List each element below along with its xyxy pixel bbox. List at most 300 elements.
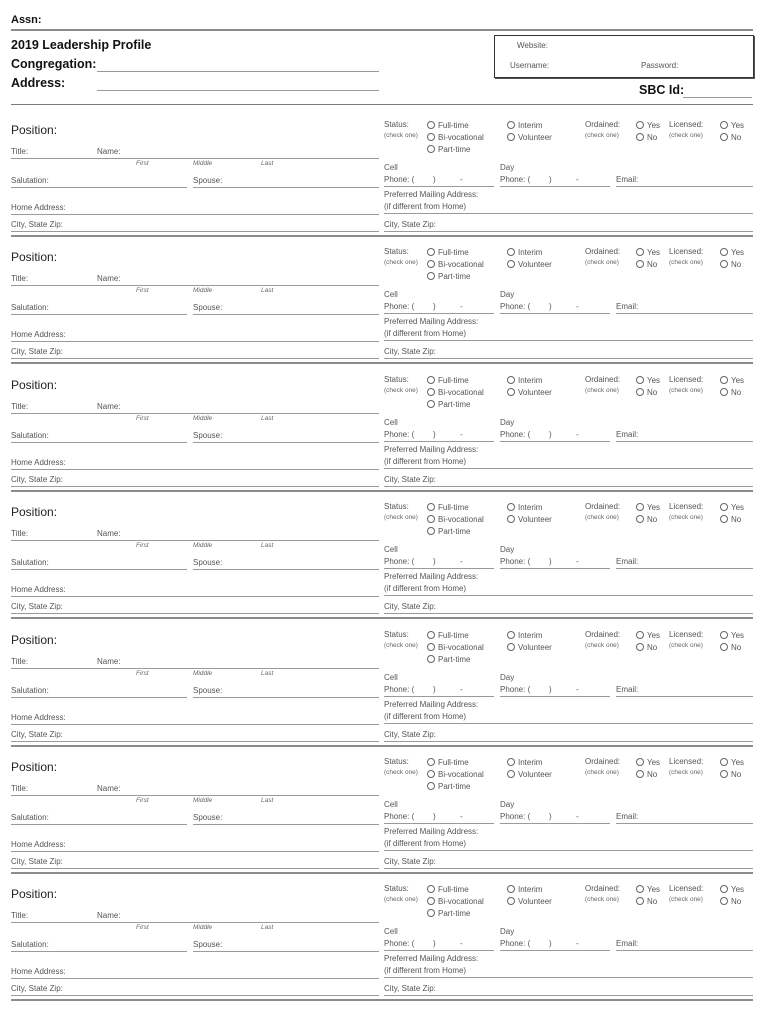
interim-option[interactable]: Interim bbox=[507, 376, 542, 385]
cell-phone-label: Phone: ( bbox=[384, 684, 415, 694]
spouse-field[interactable] bbox=[193, 314, 379, 315]
part-time-option[interactable]: Part-time bbox=[427, 145, 470, 154]
home-address-label: Home Address: bbox=[11, 585, 66, 595]
middle-caption: Middle bbox=[193, 797, 213, 804]
mailing-city-state-zip-label: City, State Zip: bbox=[384, 857, 436, 866]
salutation-label: Salutation: bbox=[11, 303, 49, 313]
cell-label: Cell bbox=[384, 417, 398, 427]
mailing-city-state-zip-label: City, State Zip: bbox=[384, 474, 436, 484]
radio-icon[interactable] bbox=[507, 248, 515, 256]
radio-icon[interactable] bbox=[720, 121, 728, 129]
volunteer-option[interactable]: Volunteer bbox=[507, 897, 552, 906]
record-divider bbox=[11, 999, 753, 1001]
mailing-address-field[interactable] bbox=[384, 468, 753, 469]
status-label: Status: bbox=[384, 757, 409, 766]
title-name-field[interactable] bbox=[11, 668, 379, 669]
radio-icon[interactable] bbox=[427, 272, 435, 280]
radio-icon[interactable] bbox=[720, 388, 728, 396]
ordained-no-option[interactable]: No bbox=[636, 515, 657, 524]
preferred-mailing-label: Preferred Mailing Address: bbox=[384, 317, 479, 327]
licensed-yes-option[interactable]: Yes bbox=[720, 121, 744, 130]
cell-phone-field[interactable] bbox=[384, 441, 494, 442]
assn-label: Assn: bbox=[11, 14, 42, 26]
sbc-id-field[interactable] bbox=[683, 97, 752, 98]
city-state-zip-label: City, State Zip: bbox=[11, 474, 63, 484]
day-phone-label: Phone: ( bbox=[500, 939, 531, 949]
if-different-label: (if different from Home) bbox=[384, 839, 467, 848]
volunteer-option[interactable]: Volunteer bbox=[507, 388, 552, 397]
radio-icon[interactable] bbox=[427, 133, 435, 141]
radio-icon[interactable] bbox=[507, 388, 515, 396]
cell-phone-label: Phone: ( bbox=[384, 557, 415, 567]
radio-icon[interactable] bbox=[427, 643, 435, 651]
mailing-address-field[interactable] bbox=[384, 340, 753, 341]
ordained-check-one: (check one) bbox=[585, 259, 619, 267]
radio-icon[interactable] bbox=[427, 782, 435, 790]
status-label: Status: bbox=[384, 120, 409, 129]
if-different-label: (if different from Home) bbox=[384, 966, 467, 976]
title-name-field[interactable] bbox=[11, 795, 379, 796]
email-label: Email: bbox=[616, 557, 639, 567]
licensed-no-option[interactable]: No bbox=[720, 515, 741, 524]
radio-icon[interactable] bbox=[427, 260, 435, 268]
name-label: Name: bbox=[97, 529, 121, 539]
city-state-zip-label: City, State Zip: bbox=[11, 347, 63, 357]
radio-icon[interactable] bbox=[636, 260, 644, 268]
spouse-field[interactable] bbox=[193, 824, 379, 825]
ordained-no-option[interactable]: No bbox=[636, 260, 657, 269]
ordained-label: Ordained: bbox=[585, 502, 621, 512]
radio-icon[interactable] bbox=[720, 770, 728, 778]
licensed-no-option[interactable]: No bbox=[720, 260, 741, 269]
bi-vocational-option[interactable]: Bi-vocational bbox=[427, 897, 484, 906]
city-state-zip-field[interactable] bbox=[11, 868, 379, 869]
day-label: Day bbox=[500, 927, 515, 937]
city-state-zip-label: City, State Zip: bbox=[11, 984, 63, 994]
day-phone-paren: ) bbox=[549, 939, 552, 949]
radio-icon[interactable] bbox=[720, 260, 728, 268]
volunteer-option[interactable]: Volunteer bbox=[507, 260, 552, 269]
radio-icon[interactable] bbox=[507, 631, 515, 639]
radio-icon[interactable] bbox=[720, 758, 728, 766]
full-time-option[interactable]: Full-time bbox=[427, 885, 469, 894]
radio-icon[interactable] bbox=[636, 631, 644, 639]
day-phone-field[interactable] bbox=[500, 568, 610, 569]
ordained-yes-option[interactable]: Yes bbox=[636, 758, 660, 767]
radio-icon[interactable] bbox=[720, 885, 728, 893]
radio-icon[interactable] bbox=[720, 503, 728, 511]
interim-option[interactable]: Interim bbox=[507, 758, 542, 767]
cell-phone-dash: - bbox=[460, 684, 463, 694]
spouse-field[interactable] bbox=[193, 442, 379, 443]
radio-icon[interactable] bbox=[427, 655, 435, 663]
mailing-address-field[interactable] bbox=[384, 723, 753, 724]
day-phone-field[interactable] bbox=[500, 950, 610, 951]
licensed-no-option[interactable]: No bbox=[720, 133, 741, 142]
radio-icon[interactable] bbox=[720, 515, 728, 523]
email-label: Email: bbox=[616, 302, 639, 312]
first-caption: First bbox=[136, 924, 149, 932]
mailing-city-state-zip-field[interactable] bbox=[384, 231, 753, 232]
last-caption: Last bbox=[261, 797, 274, 804]
ordained-label: Ordained: bbox=[585, 120, 621, 129]
cell-phone-field[interactable] bbox=[384, 313, 494, 314]
home-address-label: Home Address: bbox=[11, 203, 66, 212]
radio-icon[interactable] bbox=[507, 260, 515, 268]
radio-icon[interactable] bbox=[636, 121, 644, 129]
day-label: Day bbox=[500, 163, 515, 172]
volunteer-option[interactable]: Volunteer bbox=[507, 133, 552, 142]
ordained-yes-option[interactable]: Yes bbox=[636, 631, 660, 640]
licensed-yes-option[interactable]: Yes bbox=[720, 376, 744, 385]
ordained-no-option[interactable]: No bbox=[636, 897, 657, 906]
cell-phone-dash: - bbox=[460, 302, 463, 312]
licensed-no-option[interactable]: No bbox=[720, 388, 741, 397]
title-name-field[interactable] bbox=[11, 922, 379, 923]
first-caption: First bbox=[136, 669, 149, 677]
position-label: Position: bbox=[11, 505, 58, 520]
salutation-label: Salutation: bbox=[11, 176, 49, 185]
middle-caption: Middle bbox=[193, 669, 213, 677]
mailing-address-field[interactable] bbox=[384, 977, 753, 978]
ordained-no-option[interactable]: No bbox=[636, 133, 657, 142]
header-rule bbox=[11, 29, 753, 31]
city-state-zip-field[interactable] bbox=[11, 358, 379, 359]
salutation-field[interactable] bbox=[11, 442, 187, 443]
cell-phone-field[interactable] bbox=[384, 696, 494, 697]
bi-vocational-option[interactable]: Bi-vocational bbox=[427, 260, 484, 269]
day-phone-dash: - bbox=[576, 812, 579, 821]
spouse-field[interactable] bbox=[193, 187, 379, 188]
status-check-one: (check one) bbox=[384, 386, 418, 394]
title-name-field[interactable] bbox=[11, 540, 379, 541]
day-phone-label: Phone: ( bbox=[500, 684, 531, 694]
ordained-yes-option[interactable]: Yes bbox=[636, 503, 660, 512]
radio-icon[interactable] bbox=[720, 133, 728, 141]
day-phone-field[interactable] bbox=[500, 186, 610, 187]
email-field[interactable] bbox=[616, 696, 753, 697]
mailing-city-state-zip-field[interactable] bbox=[384, 741, 753, 742]
licensed-label: Licensed: bbox=[669, 884, 704, 894]
ordained-no-option[interactable]: No bbox=[636, 643, 657, 652]
name-label: Name: bbox=[97, 911, 121, 921]
email-label: Email: bbox=[616, 939, 639, 949]
licensed-check-one: (check one) bbox=[669, 896, 703, 904]
part-time-option[interactable]: Part-time bbox=[427, 655, 470, 664]
home-address-label: Home Address: bbox=[11, 967, 66, 977]
home-address-field[interactable] bbox=[11, 214, 379, 215]
ordained-no-option[interactable]: No bbox=[636, 770, 657, 779]
if-different-label: (if different from Home) bbox=[384, 329, 467, 339]
position-label: Position: bbox=[11, 377, 58, 392]
radio-icon[interactable] bbox=[507, 133, 515, 141]
mailing-address-field[interactable] bbox=[384, 595, 753, 596]
licensed-yes-option[interactable]: Yes bbox=[720, 248, 744, 257]
status-check-one: (check one) bbox=[384, 769, 418, 776]
part-time-option[interactable]: Part-time bbox=[427, 400, 470, 409]
day-phone-dash: - bbox=[576, 684, 579, 694]
day-phone-field[interactable] bbox=[500, 696, 610, 697]
home-address-field[interactable] bbox=[11, 469, 379, 470]
interim-option[interactable]: Interim bbox=[507, 121, 542, 130]
mailing-city-state-zip-field[interactable] bbox=[384, 358, 753, 359]
ordained-yes-option[interactable]: Yes bbox=[636, 885, 660, 894]
radio-icon[interactable] bbox=[507, 503, 515, 511]
radio-icon[interactable] bbox=[427, 376, 435, 384]
leadership-record bbox=[0, 870, 770, 997]
home-address-field[interactable] bbox=[11, 341, 379, 342]
radio-icon[interactable] bbox=[507, 121, 515, 129]
day-phone-field[interactable] bbox=[500, 823, 610, 824]
salutation-field[interactable] bbox=[11, 824, 187, 825]
radio-icon[interactable] bbox=[427, 885, 435, 893]
status-label: Status: bbox=[384, 374, 409, 384]
password-label: Password: bbox=[641, 61, 679, 70]
ordained-yes-option[interactable]: Yes bbox=[636, 248, 660, 257]
interim-option[interactable]: Interim bbox=[507, 248, 542, 257]
email-field[interactable] bbox=[616, 568, 753, 569]
radio-icon[interactable] bbox=[720, 376, 728, 384]
ordained-check-one: (check one) bbox=[585, 769, 619, 776]
radio-icon[interactable] bbox=[427, 631, 435, 639]
radio-icon[interactable] bbox=[636, 503, 644, 511]
mailing-address-field[interactable] bbox=[384, 213, 753, 214]
status-label: Status: bbox=[384, 629, 409, 639]
volunteer-option[interactable]: Volunteer bbox=[507, 770, 552, 779]
salutation-field[interactable] bbox=[11, 697, 187, 698]
full-time-option[interactable]: Full-time bbox=[427, 376, 469, 385]
ordained-yes-option[interactable]: Yes bbox=[636, 121, 660, 130]
radio-icon[interactable] bbox=[427, 527, 435, 535]
cell-phone-field[interactable] bbox=[384, 568, 494, 569]
salutation-label: Salutation: bbox=[11, 685, 49, 695]
cell-phone-label: Phone: ( bbox=[384, 939, 415, 949]
mailing-city-state-zip-field[interactable] bbox=[384, 613, 753, 614]
part-time-option[interactable]: Part-time bbox=[427, 527, 470, 536]
city-state-zip-field[interactable] bbox=[11, 231, 379, 232]
radio-icon[interactable] bbox=[636, 376, 644, 384]
radio-icon[interactable] bbox=[427, 503, 435, 511]
home-address-field[interactable] bbox=[11, 978, 379, 979]
radio-icon[interactable] bbox=[507, 643, 515, 651]
cell-label: Cell bbox=[384, 800, 398, 809]
city-state-zip-field[interactable] bbox=[11, 741, 379, 742]
licensed-no-option[interactable]: No bbox=[720, 770, 741, 779]
licensed-check-one: (check one) bbox=[669, 769, 703, 776]
radio-icon[interactable] bbox=[720, 248, 728, 256]
interim-option[interactable]: Interim bbox=[507, 885, 542, 894]
radio-icon[interactable] bbox=[427, 145, 435, 153]
radio-icon[interactable] bbox=[636, 885, 644, 893]
licensed-check-one: (check one) bbox=[669, 514, 703, 522]
city-state-zip-field[interactable] bbox=[11, 613, 379, 614]
salutation-label: Salutation: bbox=[11, 813, 49, 822]
title-label: Title: bbox=[11, 784, 29, 793]
radio-icon[interactable] bbox=[636, 248, 644, 256]
bi-vocational-option[interactable]: Bi-vocational bbox=[427, 643, 484, 652]
leadership-record bbox=[0, 361, 770, 488]
bi-vocational-option[interactable]: Bi-vocational bbox=[427, 770, 484, 779]
licensed-no-option[interactable]: No bbox=[720, 643, 741, 652]
spouse-field[interactable] bbox=[193, 951, 379, 952]
day-phone-paren: ) bbox=[549, 812, 552, 821]
part-time-option[interactable]: Part-time bbox=[427, 909, 470, 918]
name-label: Name: bbox=[97, 401, 121, 411]
radio-icon[interactable] bbox=[720, 631, 728, 639]
last-caption: Last bbox=[261, 669, 274, 677]
cell-label: Cell bbox=[384, 672, 398, 682]
address-label: Address: bbox=[11, 76, 66, 90]
radio-icon[interactable] bbox=[427, 758, 435, 766]
ordained-no-option[interactable]: No bbox=[636, 388, 657, 397]
radio-icon[interactable] bbox=[636, 770, 644, 778]
volunteer-option[interactable]: Volunteer bbox=[507, 515, 552, 524]
part-time-option[interactable]: Part-time bbox=[427, 272, 470, 281]
volunteer-option[interactable]: Volunteer bbox=[507, 643, 552, 652]
full-time-option[interactable]: Full-time bbox=[427, 121, 469, 130]
radio-icon[interactable] bbox=[507, 376, 515, 384]
radio-icon[interactable] bbox=[507, 897, 515, 905]
title-label: Title: bbox=[11, 656, 29, 666]
cell-phone-dash: - bbox=[460, 812, 463, 821]
name-label: Name: bbox=[97, 656, 121, 666]
ordained-check-one: (check one) bbox=[585, 514, 619, 522]
title-label: Title: bbox=[11, 401, 29, 411]
radio-icon[interactable] bbox=[636, 515, 644, 523]
radio-icon[interactable] bbox=[636, 388, 644, 396]
last-caption: Last bbox=[261, 287, 274, 295]
ordained-label: Ordained: bbox=[585, 884, 621, 894]
salutation-field[interactable] bbox=[11, 314, 187, 315]
title-label: Title: bbox=[11, 274, 29, 284]
full-time-option[interactable]: Full-time bbox=[427, 631, 469, 640]
radio-icon[interactable] bbox=[507, 770, 515, 778]
mailing-address-field[interactable] bbox=[384, 850, 753, 851]
city-state-zip-field[interactable] bbox=[11, 486, 379, 487]
status-check-one: (check one) bbox=[384, 514, 418, 522]
spouse-label: Spouse: bbox=[193, 940, 223, 950]
licensed-yes-option[interactable]: Yes bbox=[720, 758, 744, 767]
ordained-yes-option[interactable]: Yes bbox=[636, 376, 660, 385]
radio-icon[interactable] bbox=[636, 643, 644, 651]
radio-icon[interactable] bbox=[427, 248, 435, 256]
email-field[interactable] bbox=[616, 313, 753, 314]
title-name-field[interactable] bbox=[11, 285, 379, 286]
email-label: Email: bbox=[616, 175, 639, 184]
congregation-field[interactable] bbox=[97, 71, 379, 72]
radio-icon[interactable] bbox=[427, 897, 435, 905]
status-check-one: (check one) bbox=[384, 641, 418, 649]
spouse-field[interactable] bbox=[193, 569, 379, 570]
city-state-zip-field[interactable] bbox=[11, 995, 379, 996]
city-state-zip-label: City, State Zip: bbox=[11, 857, 63, 866]
leadership-record bbox=[0, 743, 770, 870]
bi-vocational-option[interactable]: Bi-vocational bbox=[427, 133, 484, 142]
licensed-yes-option[interactable]: Yes bbox=[720, 503, 744, 512]
radio-icon[interactable] bbox=[636, 897, 644, 905]
mailing-city-state-zip-field[interactable] bbox=[384, 995, 753, 996]
mailing-city-state-zip-field[interactable] bbox=[384, 486, 753, 487]
radio-icon[interactable] bbox=[427, 770, 435, 778]
radio-icon[interactable] bbox=[507, 758, 515, 766]
email-field[interactable] bbox=[616, 186, 753, 187]
radio-icon[interactable] bbox=[427, 400, 435, 408]
email-field[interactable] bbox=[616, 823, 753, 824]
status-label: Status: bbox=[384, 502, 409, 512]
day-label: Day bbox=[500, 417, 515, 427]
cell-phone-field[interactable] bbox=[384, 186, 494, 187]
leadership-record bbox=[0, 106, 770, 233]
full-time-option[interactable]: Full-time bbox=[427, 503, 469, 512]
cell-phone-paren: ) bbox=[433, 302, 436, 312]
email-field[interactable] bbox=[616, 441, 753, 442]
bi-vocational-option[interactable]: Bi-vocational bbox=[427, 388, 484, 397]
title-name-field[interactable] bbox=[11, 158, 379, 159]
spouse-field[interactable] bbox=[193, 697, 379, 698]
home-address-field[interactable] bbox=[11, 724, 379, 725]
day-phone-dash: - bbox=[576, 175, 579, 184]
address-field[interactable] bbox=[97, 90, 379, 91]
email-field[interactable] bbox=[616, 950, 753, 951]
home-address-label: Home Address: bbox=[11, 840, 66, 849]
cell-phone-field[interactable] bbox=[384, 823, 494, 824]
radio-icon[interactable] bbox=[507, 885, 515, 893]
licensed-yes-option[interactable]: Yes bbox=[720, 885, 744, 894]
radio-icon[interactable] bbox=[720, 643, 728, 651]
licensed-label: Licensed: bbox=[669, 502, 704, 512]
interim-option[interactable]: Interim bbox=[507, 503, 542, 512]
title-name-field[interactable] bbox=[11, 413, 379, 414]
email-label: Email: bbox=[616, 684, 639, 694]
licensed-yes-option[interactable]: Yes bbox=[720, 631, 744, 640]
salutation-field[interactable] bbox=[11, 951, 187, 952]
licensed-no-option[interactable]: No bbox=[720, 897, 741, 906]
home-address-field[interactable] bbox=[11, 851, 379, 852]
full-time-option[interactable]: Full-time bbox=[427, 758, 469, 767]
position-label: Position: bbox=[11, 887, 58, 902]
radio-icon[interactable] bbox=[427, 388, 435, 396]
mailing-city-state-zip-label: City, State Zip: bbox=[384, 729, 436, 739]
spouse-label: Spouse: bbox=[193, 685, 223, 695]
mailing-city-state-zip-field[interactable] bbox=[384, 868, 753, 869]
username-label: Username: bbox=[510, 61, 550, 70]
email-label: Email: bbox=[616, 429, 639, 439]
salutation-field[interactable] bbox=[11, 187, 187, 188]
cell-label: Cell bbox=[384, 163, 398, 172]
radio-icon[interactable] bbox=[427, 121, 435, 129]
day-phone-field[interactable] bbox=[500, 441, 610, 442]
city-state-zip-label: City, State Zip: bbox=[11, 220, 63, 229]
radio-icon[interactable] bbox=[427, 909, 435, 917]
cell-phone-field[interactable] bbox=[384, 950, 494, 951]
radio-icon[interactable] bbox=[720, 897, 728, 905]
if-different-label: (if different from Home) bbox=[384, 584, 467, 594]
bi-vocational-option[interactable]: Bi-vocational bbox=[427, 515, 484, 524]
name-label: Name: bbox=[97, 147, 121, 156]
radio-icon[interactable] bbox=[636, 133, 644, 141]
full-time-option[interactable]: Full-time bbox=[427, 248, 469, 257]
radio-icon[interactable] bbox=[636, 758, 644, 766]
day-label: Day bbox=[500, 545, 515, 555]
salutation-field[interactable] bbox=[11, 569, 187, 570]
interim-option[interactable]: Interim bbox=[507, 631, 542, 640]
day-phone-field[interactable] bbox=[500, 313, 610, 314]
header-bottom-rule bbox=[11, 104, 753, 105]
radio-icon[interactable] bbox=[427, 515, 435, 523]
radio-icon[interactable] bbox=[507, 515, 515, 523]
home-address-field[interactable] bbox=[11, 596, 379, 597]
part-time-option[interactable]: Part-time bbox=[427, 782, 470, 791]
